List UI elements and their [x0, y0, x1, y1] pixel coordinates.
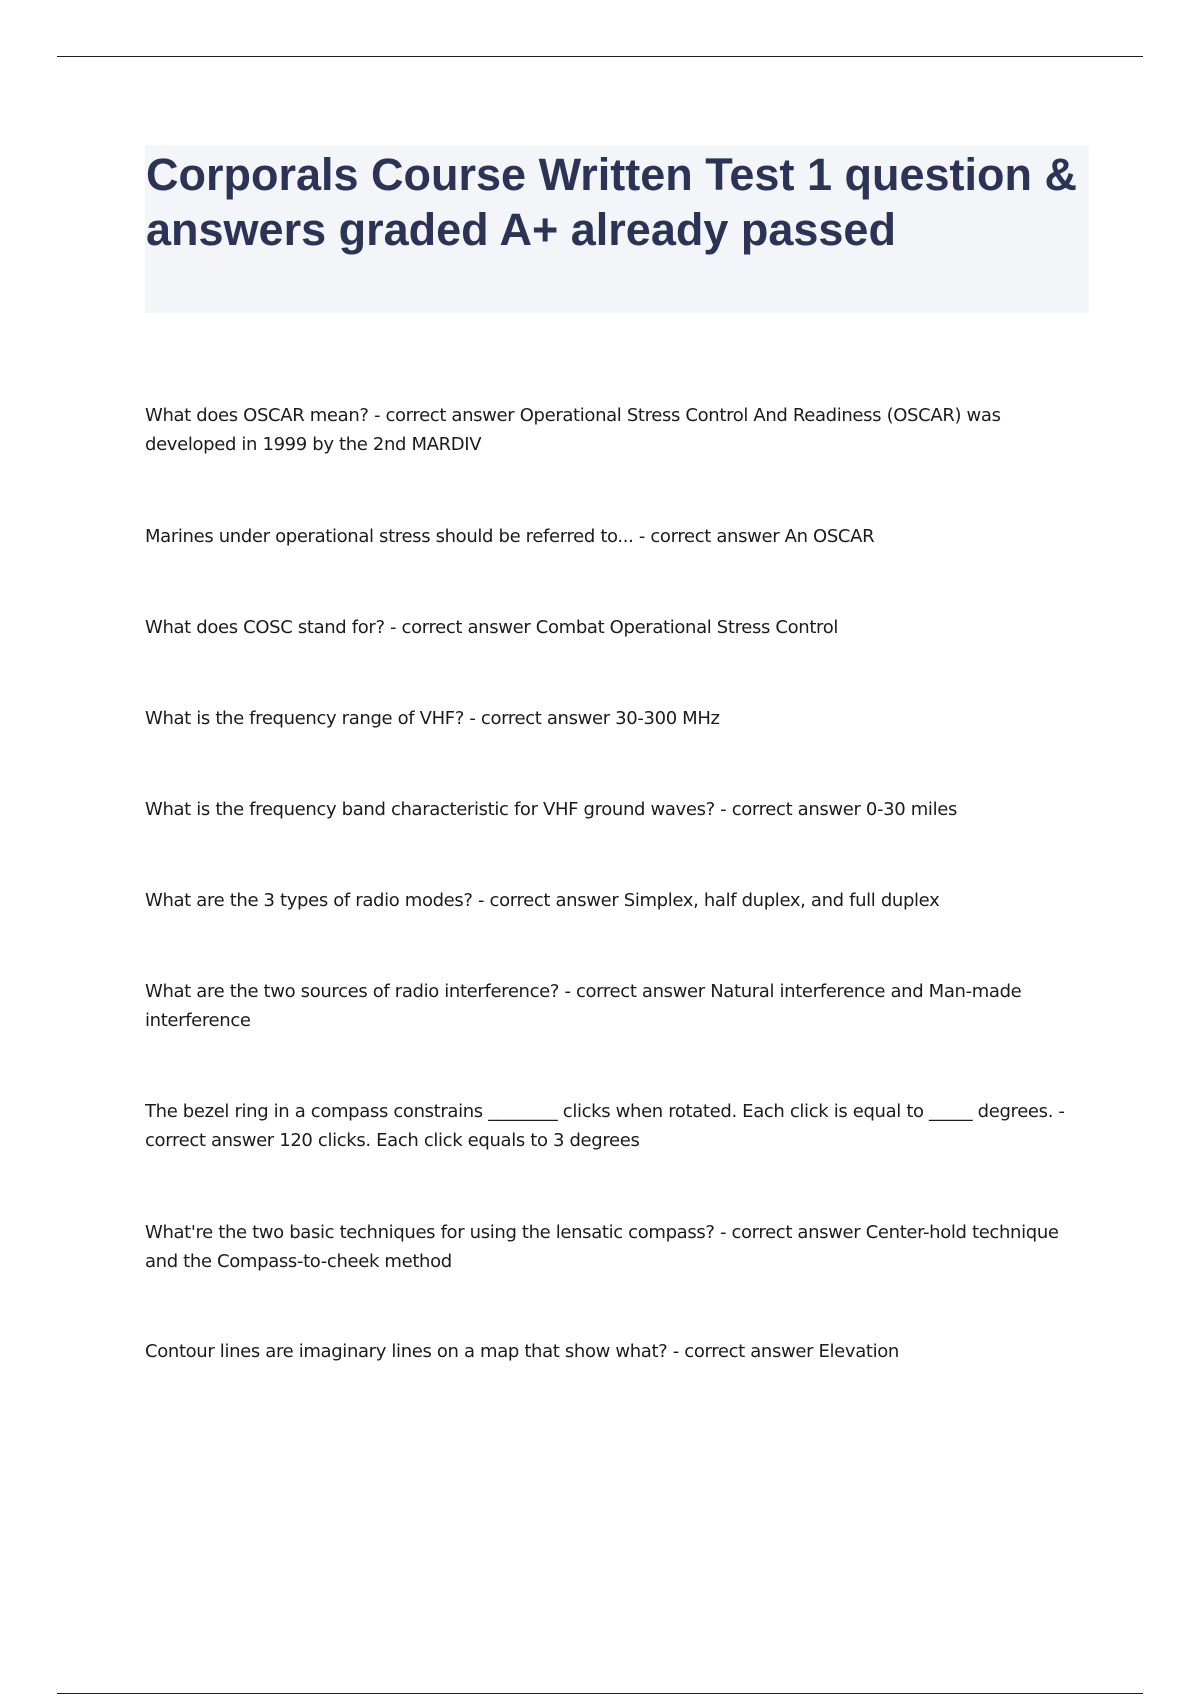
footer-rule	[57, 1693, 1143, 1694]
document-title: Corporals Course Written Test 1 question & answers graded A+ already passed	[146, 149, 1077, 255]
qa-item-5: What is the frequency band characteristic for VHF ground waves? - correct answer 0-30 miles	[145, 799, 957, 820]
qa-item-1: What does OSCAR mean? - correct answer Operational Stress Control And Readiness (OSCAR) was developed in 1999 by the 2nd MARDIV	[145, 405, 1001, 455]
qa-item-4: What is the frequency range of VHF? - correct answer 30-300 MHz	[145, 708, 720, 729]
qa-item-3: What does COSC stand for? - correct answer Combat Operational Stress Control	[145, 617, 839, 638]
qa-item-9: What're the two basic techniques for using the lensatic compass? - correct answer Center-hold technique and the Compass-to-cheek method	[145, 1222, 1059, 1272]
qa-item-6: What are the 3 types of radio modes? - correct answer Simplex, half duplex, and full duplex	[145, 890, 940, 911]
qa-item-8: The bezel ring in a compass constrains ________ clicks when rotated. Each click is equal to _____ degrees. - correct answer 120 clicks. Each click equals to 3 degrees	[145, 1101, 1065, 1151]
qa-item-2: Marines under operational stress should be referred to... - correct answer An OSCAR	[145, 526, 875, 547]
header-rule	[57, 56, 1143, 57]
qa-item-7: What are the two sources of radio interference? - correct answer Natural interference and Man-made interference	[145, 981, 1022, 1031]
title-banner	[145, 145, 1089, 313]
qa-item-10: Contour lines are imaginary lines on a map that show what? - correct answer Elevation	[145, 1341, 899, 1362]
